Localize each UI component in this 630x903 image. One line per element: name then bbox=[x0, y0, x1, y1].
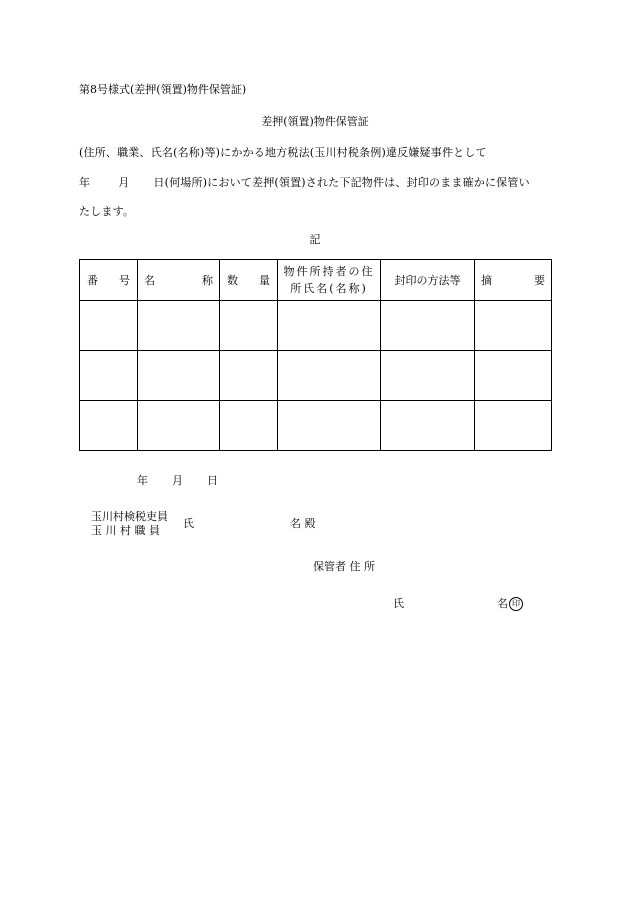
table-cell[interactable] bbox=[80, 301, 138, 351]
header-number: 番 号 bbox=[80, 260, 138, 301]
custodian-shi: 氏 bbox=[393, 597, 404, 610]
ki-heading: 記 bbox=[309, 233, 321, 246]
official-title-2: 玉 川 村 職 員 bbox=[91, 524, 160, 537]
body-line-2 bbox=[79, 174, 530, 190]
seal-icon: 印 bbox=[509, 597, 523, 611]
table-row bbox=[80, 301, 552, 351]
official-mei-dono: 名 殿 bbox=[290, 517, 316, 530]
custodian-address-label: 保管者 住 所 bbox=[313, 560, 375, 573]
official-title-1: 玉川村検税吏員 bbox=[91, 510, 168, 523]
body-month: 月 bbox=[118, 176, 130, 189]
table-cell[interactable] bbox=[475, 301, 552, 351]
table-cell[interactable] bbox=[138, 301, 220, 351]
form-number: 第8号様式(差押(領置)物件保管証) bbox=[79, 83, 247, 96]
table-cell[interactable] bbox=[138, 401, 220, 451]
body-line-2-rest: 日(何場所)において差押(領置)された下記物件は、封印のまま確かに保管い bbox=[153, 176, 530, 189]
header-remarks: 摘 要 bbox=[475, 260, 552, 301]
table-cell[interactable] bbox=[381, 351, 475, 401]
custodian-name: 名 印 bbox=[497, 595, 523, 611]
table-cell[interactable] bbox=[278, 401, 381, 451]
table-cell[interactable] bbox=[138, 351, 220, 401]
header-seal-method: 封印の方法等 bbox=[381, 260, 475, 301]
table-cell[interactable] bbox=[278, 351, 381, 401]
table-cell[interactable] bbox=[475, 351, 552, 401]
table-cell[interactable] bbox=[381, 401, 475, 451]
table-cell[interactable] bbox=[475, 401, 552, 451]
table-cell[interactable] bbox=[278, 301, 381, 351]
table-cell[interactable] bbox=[220, 301, 278, 351]
document-title: 差押(領置)物件保管証 bbox=[261, 115, 369, 128]
items-table bbox=[79, 259, 552, 451]
header-owner: 物件所持者の住 所氏名(名称) bbox=[278, 260, 381, 301]
body-year: 年 bbox=[79, 176, 91, 189]
table-cell[interactable] bbox=[381, 301, 475, 351]
header-quantity: 数 量 bbox=[220, 260, 278, 301]
table-cell[interactable] bbox=[80, 401, 138, 451]
table-cell[interactable] bbox=[80, 351, 138, 401]
official-shi: 氏 bbox=[183, 517, 194, 530]
date-line: 年 月 日 bbox=[137, 474, 218, 487]
table-row bbox=[80, 401, 552, 451]
table-cell[interactable] bbox=[220, 401, 278, 451]
body-line-1: (住所、職業、氏名(名称)等)にかかる地方税法(玉川村税条例)違反嫌疑事件として bbox=[79, 146, 487, 159]
table-header-row bbox=[80, 260, 552, 301]
table-cell[interactable] bbox=[220, 351, 278, 401]
table-row bbox=[80, 351, 552, 401]
header-name: 名 称 bbox=[138, 260, 220, 301]
body-line-3: たします。 bbox=[79, 205, 135, 218]
